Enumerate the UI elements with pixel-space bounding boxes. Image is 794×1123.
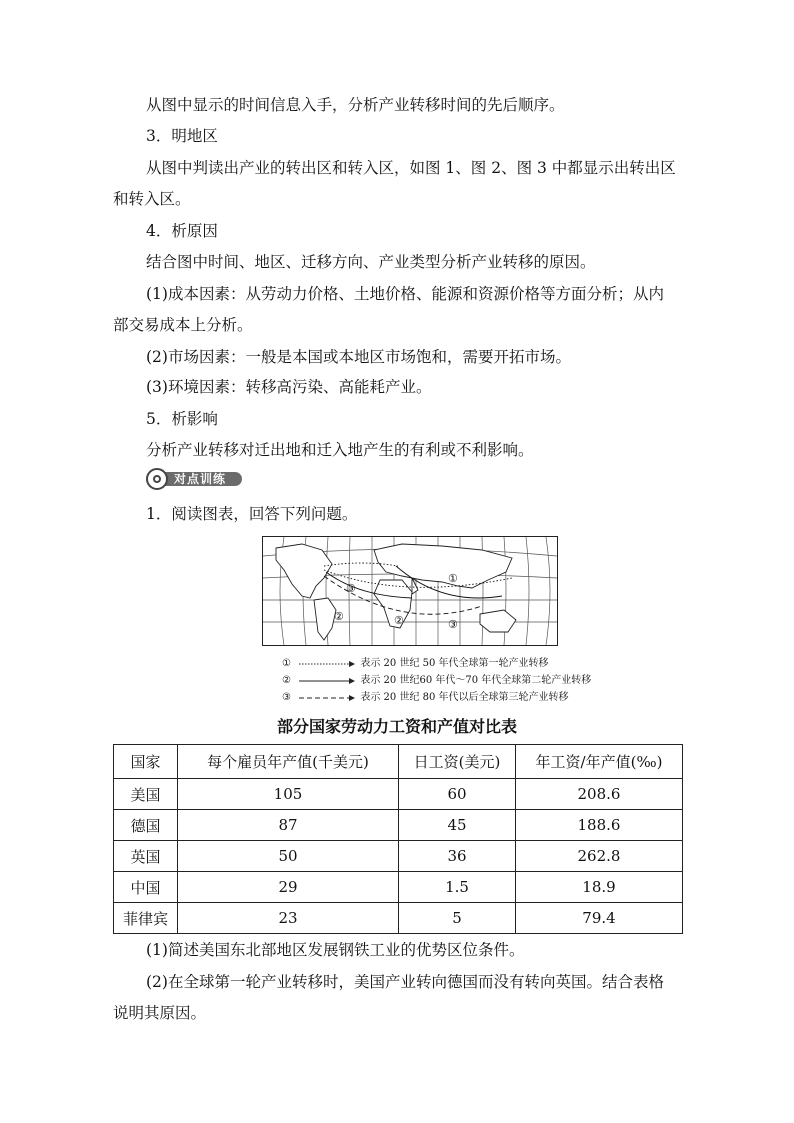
table-cell: 中国 xyxy=(114,872,178,903)
table-cell: 36 xyxy=(399,841,516,872)
text-line: 从图中显示的时间信息入手，分析产业转移时间的先后顺序。 xyxy=(146,96,565,114)
text-line: (2)市场因素：一般是本国或本地区市场饱和，需要开拓市场。 xyxy=(146,348,571,366)
table-row xyxy=(114,810,683,841)
text-line: 和转入区。 xyxy=(113,190,191,208)
legend-text: 表示 20 世纪60 年代～70 年代全球第二轮产业转移 xyxy=(360,675,592,686)
table-cell: 262.8 xyxy=(516,841,683,872)
question-2: (2)在全球第一轮产业转移时，美国产业转向德国而没有转向英国。结合表格 xyxy=(146,973,664,991)
question-2-cont: 说明其原因。 xyxy=(113,1004,207,1022)
map-marker-2: ② xyxy=(334,610,344,623)
table-cell: 23 xyxy=(178,903,399,934)
section-heading: 3．明地区 xyxy=(146,127,218,145)
map-legend-1 xyxy=(282,657,549,670)
table-cell: 105 xyxy=(178,779,399,810)
table-cell: 29 xyxy=(178,872,399,903)
badge-label: 对点训练 xyxy=(174,472,227,486)
table-cell: 208.6 xyxy=(516,779,683,810)
table-cell: 18.9 xyxy=(516,872,683,903)
table-cell: 5 xyxy=(399,903,516,934)
target-icon xyxy=(146,468,168,490)
legend-text: 表示 20 世纪 80 年代以后全球第三轮产业转移 xyxy=(360,692,569,703)
dashed-arrow-icon xyxy=(299,695,355,701)
table-cell: 50 xyxy=(178,841,399,872)
world-map xyxy=(262,536,558,646)
table-header-row xyxy=(114,745,683,779)
map-marker-3: ③ xyxy=(346,582,356,595)
table-cell: 美国 xyxy=(114,779,178,810)
map-marker-3b: ③ xyxy=(448,618,458,631)
table-cell: 79.4 xyxy=(516,903,683,934)
table-cell: 英国 xyxy=(114,841,178,872)
table-cell: 60 xyxy=(399,779,516,810)
table-cell: 德国 xyxy=(114,810,178,841)
table-row xyxy=(114,841,683,872)
table-row xyxy=(114,903,683,934)
solid-arrow-icon xyxy=(299,678,355,684)
text-line: 从图中判读出产业的转出区和转入区，如图 1、图 2、图 3 中都显示出转出区 xyxy=(146,159,676,177)
question-intro: 1．阅读图表，回答下列问题。 xyxy=(146,505,358,523)
text-line: 结合图中时间、地区、迁移方向、产业类型分析产业转移的原因。 xyxy=(146,253,596,271)
map-marker-1: ① xyxy=(448,572,458,585)
text-line: (3)环境因素：转移高污染、高能耗产业。 xyxy=(146,378,432,396)
column-header: 每个雇员年产值(千美元) xyxy=(178,745,399,779)
table-row xyxy=(114,779,683,810)
map-marker-2b: ② xyxy=(394,614,404,627)
table-cell: 1.5 xyxy=(399,872,516,903)
question-1: (1)简述美国东北部地区发展钢铁工业的优势区位条件。 xyxy=(146,941,525,959)
table-cell: 45 xyxy=(399,810,516,841)
table-cell: 188.6 xyxy=(516,810,683,841)
legend-num: ③ xyxy=(282,692,291,703)
column-header: 年工资/年产值(‰) xyxy=(516,745,683,779)
section-heading: 4．析原因 xyxy=(146,222,218,240)
column-header: 国家 xyxy=(114,745,178,779)
section-heading: 5．析影响 xyxy=(146,410,218,428)
legend-text: 表示 20 世纪 50 年代全球第一轮产业转移 xyxy=(360,658,549,669)
section-badge xyxy=(146,468,242,490)
table-cell: 87 xyxy=(178,810,399,841)
table-caption: 部分国家劳动力工资和产值对比表 xyxy=(276,717,517,736)
wage-output-table xyxy=(113,744,683,934)
legend-num: ② xyxy=(282,675,291,686)
column-header: 日工资(美元) xyxy=(399,745,516,779)
table-row xyxy=(114,872,683,903)
dotted-arrow-icon xyxy=(299,661,355,667)
text-line: 部交易成本上分析。 xyxy=(113,316,253,334)
map-legend-3 xyxy=(282,691,569,704)
legend-num: ① xyxy=(282,658,291,669)
map-legend-2 xyxy=(282,674,591,687)
table-cell: 菲律宾 xyxy=(114,903,178,934)
text-line: 分析产业转移对迁出地和迁入地产生的有利或不利影响。 xyxy=(146,441,534,459)
text-line: (1)成本因素：从劳动力价格、土地价格、能源和资源价格等方面分析；从内 xyxy=(146,285,664,303)
